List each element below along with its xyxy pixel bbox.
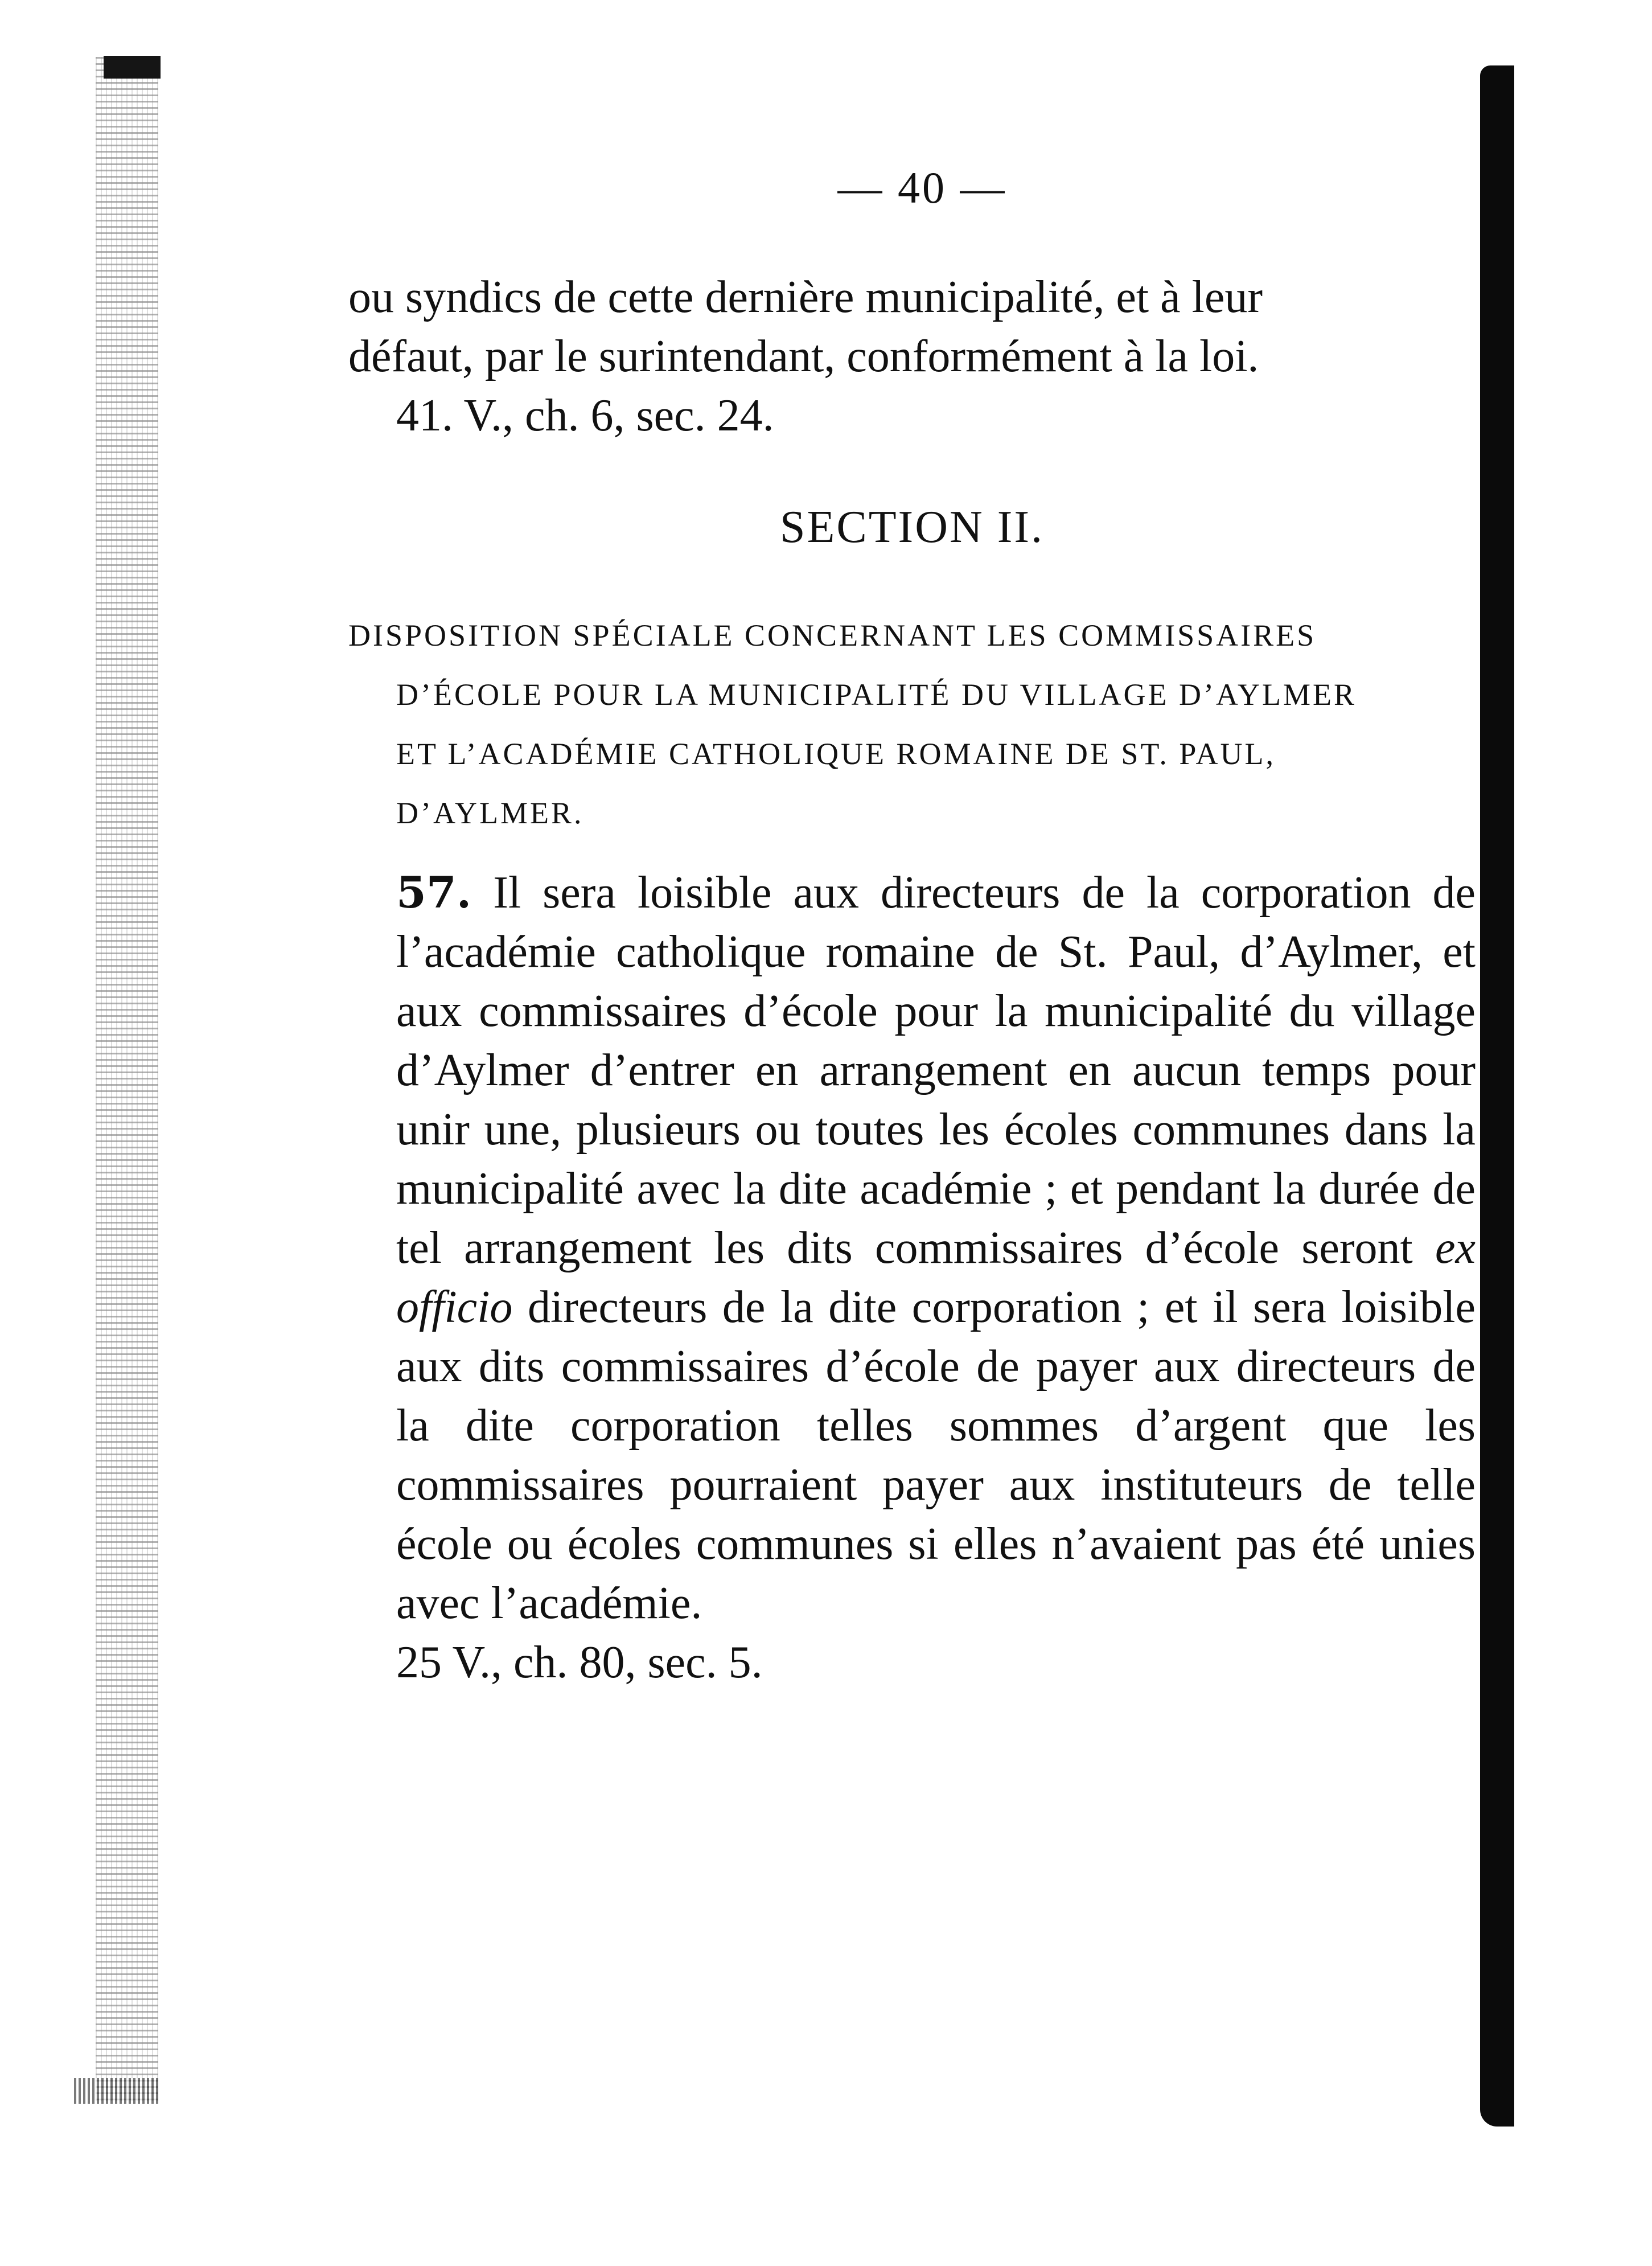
article-57-text-after: directeurs de la dite corporation ; et il sera loisible aux dits commissaires d’école de payer aux directeurs de la dite corporation telles sommes d’argent que les commissaires pourraient payer aux instituteurs de telle école ou écoles communes si elles n’avaient pas été unies avec l’académie. <box>396 1282 1476 1628</box>
section-disposition <box>348 606 1476 843</box>
article-57-paragraph <box>348 863 1476 1633</box>
opening-line-1: ou syndics de cette dernière municipalité, et à leur <box>348 272 1263 322</box>
opening-reference: 41. V., ch. 6, sec. 24. <box>396 391 774 441</box>
page-number: — 40 — <box>837 163 1007 212</box>
section-title: SECTION II. <box>779 502 1045 552</box>
page-gutter-shadow <box>1480 65 1514 2127</box>
binding-edge-bottom-mark <box>74 2078 159 2104</box>
disposition-line: D’ÉCOLE POUR LA MUNICIPALITÉ DU VILLAGE D’AYLMER <box>396 678 1357 712</box>
article-57-number: 57. <box>396 867 472 918</box>
disposition-line: DISPOSITION SPÉCIALE CONCERNANT LES COMMISSAIRES <box>348 618 1317 652</box>
article-57-italic: ex officio <box>396 1223 1476 1332</box>
main-text-column <box>348 268 1476 1692</box>
opening-line-2: défaut, par le surintendant, conformément à la loi. <box>348 331 1259 381</box>
disposition-line: ET L’ACADÉMIE CATHOLIQUE ROMAINE DE ST. PAUL, <box>396 737 1276 771</box>
article-57-text: Il sera loisible aux directeurs de la corporation de l’académie catholique romaine de St. Paul, d’Aylmer, et aux commissaires d’école pour la municipalité du village d’Aylmer d’entrer en arrangement en aucun temps pour unir une, plusieurs ou toutes les écoles communes dans la municipalité avec la dite académie ; et pendant la durée de tel arrangement les dits commissaires d’école seront <box>396 868 1476 1273</box>
disposition-line: D’AYLMER. <box>396 796 584 830</box>
binding-edge-top-mark <box>104 56 161 79</box>
article-57-reference: 25 V., ch. 80, sec. 5. <box>396 1637 763 1688</box>
binding-edge-scan <box>96 57 158 2101</box>
